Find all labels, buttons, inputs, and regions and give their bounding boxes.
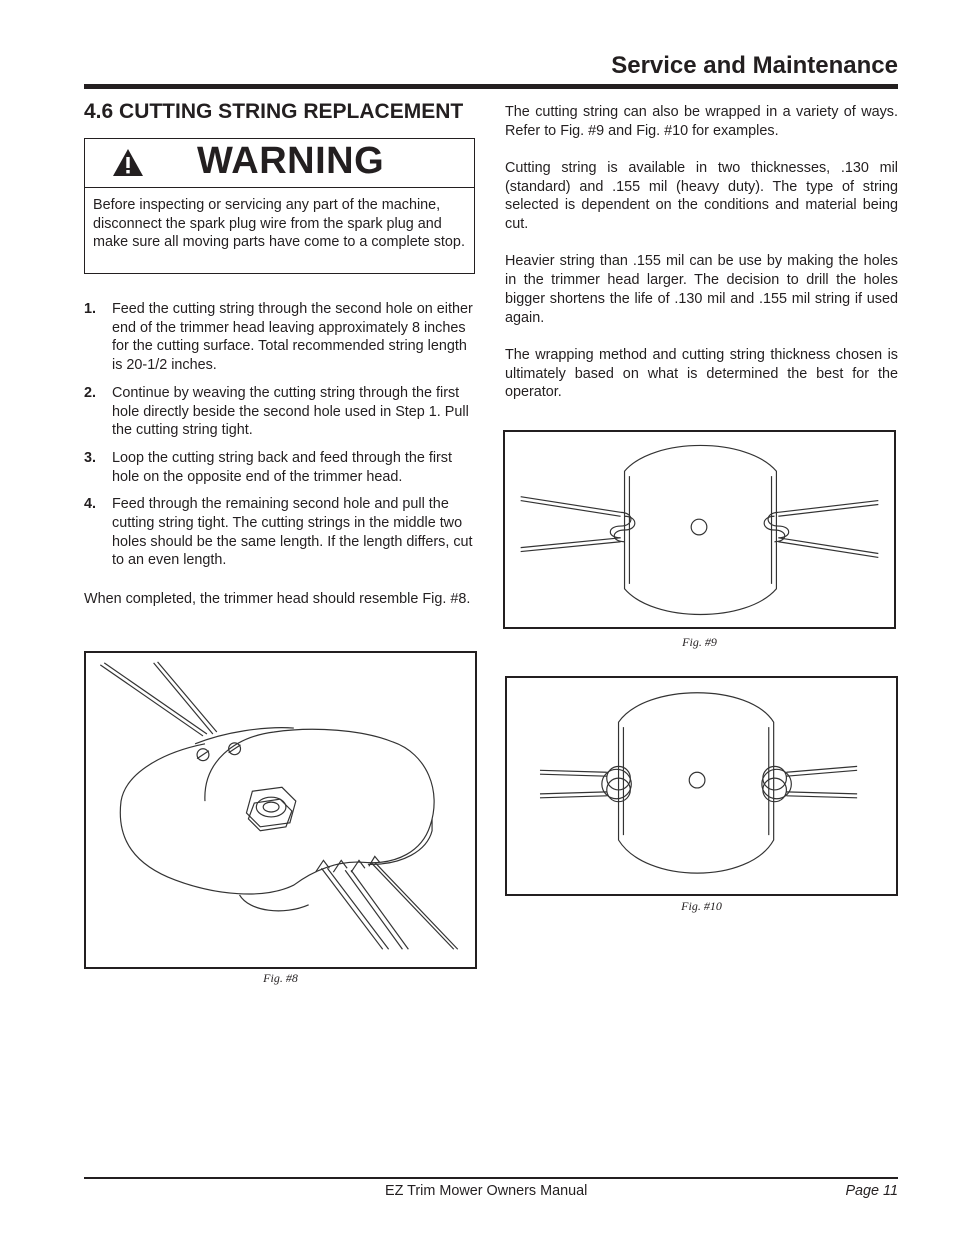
page-header-title: Service and Maintenance: [611, 52, 898, 79]
step-text: Loop the cutting string back and feed through the first hole on the opposite end of the trimmer head.: [112, 449, 452, 485]
steps-list: [84, 300, 476, 579]
step-number: 1.: [84, 301, 97, 317]
step-number: 3.: [84, 449, 97, 466]
step-item: [84, 449, 476, 486]
paragraph: Cutting string is available in two thicknesses, .130 mil (standard) and .155 mil (heavy duty). The type of string selected is dependent on the conditions and material being cut.: [505, 160, 898, 233]
figure-10-caption: Fig. #10: [681, 899, 722, 913]
warning-header: [85, 139, 474, 188]
string-wrap-illustration: [507, 678, 896, 894]
step-text: Continue by weaving the cutting string through the first hole directly beside the second hole used in Step 1. Pull the cutting string tight.: [112, 384, 469, 439]
paragraph: Heavier string than .155 mil can be use by making the holes in the trimmer head larger. The decision to drill the holes bigger shortens the life of .130 mil and .155 mil string if used again.: [505, 253, 898, 326]
footer-manual-title: EZ Trim Mower Owners Manual: [385, 1183, 588, 1199]
completed-note: When completed, the trimmer head should resemble Fig. #8.: [84, 591, 471, 607]
footer-rule: [84, 1177, 898, 1179]
warning-text: Before inspecting or servicing any part of the machine, disconnect the spark plug wire from the spark plug and make sure all moving parts have come to a complete stop.: [93, 197, 465, 251]
warning-triangle-icon: [112, 148, 144, 177]
footer-page-number: Page 11: [845, 1183, 898, 1199]
step-text: Feed the cutting string through the second hole on either end of the trimmer head leaving approximately 8 inches for the cutting surface. Total recommended string length is 20-1/2 inches.: [112, 301, 473, 374]
section-title: 4.6 CUTTING STRING REPLACEMENT: [84, 100, 464, 123]
trimmer-head-illustration: [86, 653, 475, 967]
figure-8: [84, 651, 477, 969]
step-text: Feed through the remaining second hole and pull the cutting string tight. The cutting strings in the middle two holes should be the same length. If the length differs, cut to an even length.: [112, 496, 473, 569]
figure-10: [505, 676, 898, 896]
string-wrap-illustration: [505, 432, 894, 627]
warning-box: [84, 138, 475, 274]
figure-9: [503, 430, 896, 629]
paragraph: The cutting string can also be wrapped in a variety of ways. Refer to Fig. #9 and Fig. #10 for examples.: [505, 104, 898, 139]
header-rule: [84, 84, 898, 89]
figure-8-caption: Fig. #8: [263, 971, 298, 985]
paragraph: The wrapping method and cutting string thickness chosen is ultimately based on what is determined the best for the operator.: [505, 346, 898, 401]
step-number: 4.: [84, 496, 97, 513]
figure-9-caption: Fig. #9: [682, 635, 717, 649]
step-item: [84, 300, 476, 375]
step-item: [84, 384, 476, 440]
step-item: [84, 495, 476, 570]
warning-label: WARNING: [197, 140, 385, 182]
right-column: [505, 103, 898, 421]
step-number: 2.: [84, 384, 97, 401]
